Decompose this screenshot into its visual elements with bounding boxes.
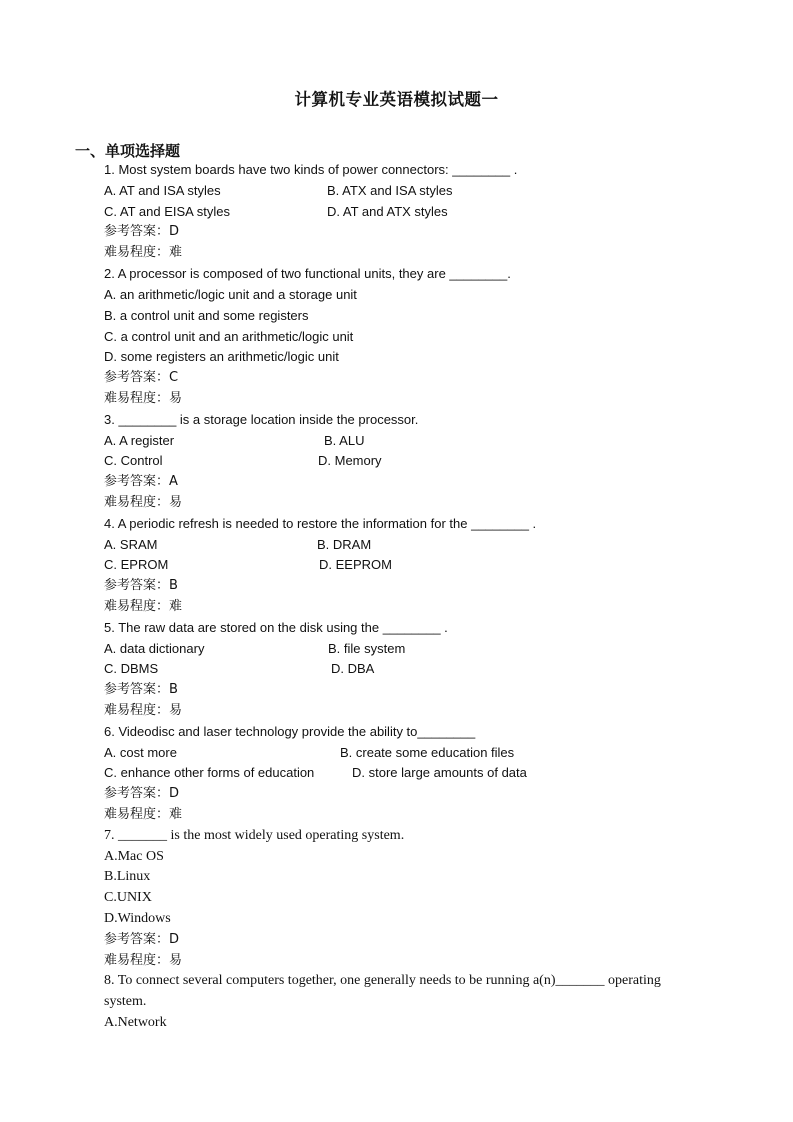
question-4-option-a: A. SRAM	[104, 537, 158, 552]
question-8-stem-line-1: 8. To connect several computers together, one generally needs to be running a(n)_______ operating	[104, 973, 661, 988]
question-8-option-a: A.Network	[104, 1015, 167, 1030]
question-6-option-d: D. store large amounts of data	[352, 765, 527, 780]
question-6-option-c: C. enhance other forms of education	[104, 765, 315, 780]
question-5-answer: 参考答案：B	[104, 682, 178, 697]
section-heading: 一、单项选择题	[75, 142, 181, 160]
question-7-option-d: D.Windows	[104, 911, 171, 926]
question-1-difficulty: 难易程度：难	[104, 245, 183, 260]
question-7-option-b: B.Linux	[104, 869, 151, 884]
question-3-option-a: A. A register	[104, 433, 175, 448]
question-5-option-d: D. DBA	[331, 661, 375, 676]
question-3-stem: 3. ________ is a storage location inside the processor.	[104, 412, 419, 427]
question-6-answer: 参考答案：D	[104, 786, 180, 801]
question-7-option-c: C.UNIX	[104, 890, 152, 905]
question-2-answer: 参考答案：C	[104, 370, 179, 385]
question-3-option-c: C. Control	[104, 453, 163, 468]
question-4-answer: 参考答案：B	[104, 578, 178, 593]
question-6-option-a: A. cost more	[104, 745, 177, 760]
question-7-answer: 参考答案：D	[104, 932, 180, 947]
question-7-stem: 7. _______ is the most widely used operating system.	[104, 828, 405, 843]
question-5-option-c: C. DBMS	[104, 661, 159, 676]
question-2-option-d: D. some registers an arithmetic/logic unit	[104, 349, 339, 364]
question-3-option-b: B. ALU	[324, 433, 365, 448]
question-3-difficulty: 难易程度：易	[104, 495, 183, 510]
page-title: 计算机专业英语模拟试题一	[294, 90, 499, 109]
question-5-option-a: A. data dictionary	[104, 641, 205, 656]
question-4-option-c: C. EPROM	[104, 557, 169, 572]
question-2-option-a: A. an arithmetic/logic unit and a storage unit	[104, 287, 357, 302]
question-5-stem: 5. The raw data are stored on the disk using the ________ .	[104, 620, 448, 635]
question-4-difficulty: 难易程度：难	[104, 599, 183, 614]
question-1-option-b: B. ATX and ISA styles	[327, 183, 453, 198]
question-7-option-a: A.Mac OS	[104, 849, 164, 864]
question-2-option-b: B. a control unit and some registers	[104, 308, 309, 323]
question-4-stem: 4. A periodic refresh is needed to restore the information for the ________ .	[104, 516, 537, 531]
question-7-difficulty: 难易程度：易	[104, 953, 183, 968]
question-2-option-c: C. a control unit and an arithmetic/logic unit	[104, 329, 354, 344]
question-2-difficulty: 难易程度：易	[104, 391, 183, 406]
question-1-option-d: D. AT and ATX styles	[327, 204, 448, 219]
question-1-option-c: C. AT and EISA styles	[104, 204, 230, 219]
question-1-answer: 参考答案：D	[104, 224, 180, 239]
question-8-stem-line-2: system.	[104, 994, 147, 1009]
question-2-stem: 2. A processor is composed of two functional units, they are ________.	[104, 266, 511, 281]
question-6-stem: 6. Videodisc and laser technology provide the ability to________	[104, 724, 476, 739]
question-5-option-b: B. file system	[328, 641, 406, 656]
question-4-option-d: D. EEPROM	[319, 557, 392, 572]
question-3-option-d: D. Memory	[318, 453, 382, 468]
question-6-difficulty: 难易程度：难	[104, 807, 183, 822]
question-4-option-b: B. DRAM	[317, 537, 372, 552]
question-6-option-b: B. create some education files	[340, 745, 515, 760]
question-1-stem: 1. Most system boards have two kinds of power connectors: ________ .	[104, 162, 518, 177]
question-5-difficulty: 难易程度：易	[104, 703, 183, 718]
question-1-option-a: A. AT and ISA styles	[104, 183, 221, 198]
question-3-answer: 参考答案：A	[104, 474, 178, 489]
